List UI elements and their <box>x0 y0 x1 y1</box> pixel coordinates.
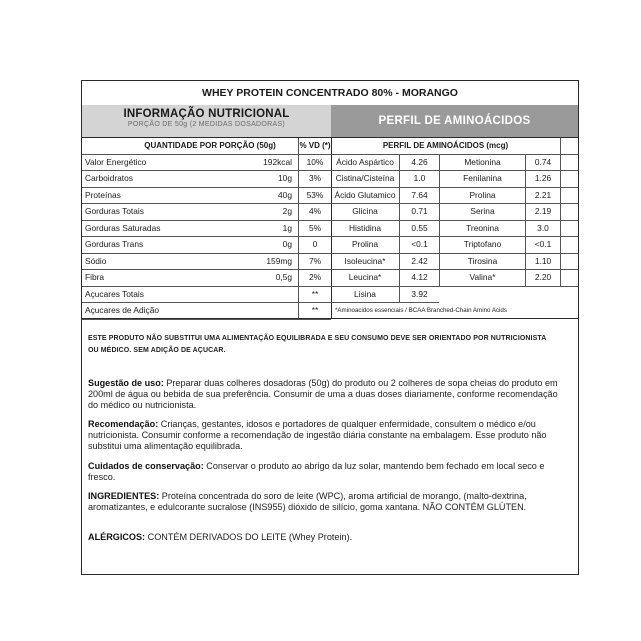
section-label: INGREDIENTES: <box>88 491 160 501</box>
amino-name: Tirosina <box>439 254 525 270</box>
nutrient-quantity: 1g <box>282 222 292 233</box>
amino-name: Prolina <box>351 239 379 249</box>
nutrition-row <box>82 254 331 271</box>
nutrient-vd: 4% <box>298 204 331 220</box>
nutrient-vd: 5% <box>298 221 331 237</box>
nutrient-quantity: 0,5g <box>275 272 292 282</box>
nutrition-row <box>82 204 331 221</box>
nutrient-quantity: 0g <box>282 239 292 249</box>
nutrient-vd: 3% <box>298 171 331 187</box>
nutrient-quantity <box>240 303 298 319</box>
amino-column-header <box>331 138 578 155</box>
amino-value: 0.71 <box>399 204 439 220</box>
amino-name: Prolina <box>439 188 525 204</box>
amino-row <box>331 237 578 254</box>
amino-value: 2.42 <box>399 254 439 270</box>
amino-value: 0.55 <box>399 221 439 237</box>
vd-column-header: % VD (*) <box>298 138 331 154</box>
amino-name: Lisina <box>354 288 376 299</box>
nutrient-vd: 10% <box>298 155 331 171</box>
nutrient-name: Gorduras Trans <box>85 239 144 249</box>
section-text: Preparar duas colheres dosadoras (50g) do produto ou 2 colheres de sopa cheias do produto em 200ml de água ou bebida de sua preferência. Consumir de uma a duas doses diariamente, conforme recomendação do médico ou nutricionista. <box>88 378 558 410</box>
nutrition-column-header <box>82 138 331 155</box>
section-label: Cuidados de conservação: <box>88 461 204 471</box>
nutrition-row <box>82 171 331 188</box>
qty-column-header: QUANTIDADE POR PORÇÃO (50g) <box>144 141 276 150</box>
nutrition-row <box>82 221 331 238</box>
amino-value: 3.92 <box>399 287 439 303</box>
nutrition-row <box>82 155 331 172</box>
nutrient-name: Sódio <box>85 255 107 266</box>
nutrient-name: Carboidratos <box>85 173 133 183</box>
ingredients-section <box>88 491 558 513</box>
section-text: Conservar o produto ao abrigo da luz solar, mantendo bem fechado em local seco e fresco. <box>88 461 545 482</box>
amino-name: Cistina/Cisteína <box>335 173 395 183</box>
amino-footnote: *Aminoacidos essenciais / BCAA Branched-Chain Amino Acids <box>335 307 507 314</box>
nutrient-name: Valor Energético <box>85 156 147 167</box>
nutrient-name: Gorduras Saturadas <box>85 222 161 233</box>
amino-name: Histidina <box>348 222 382 233</box>
recommendation-section <box>88 419 558 452</box>
nutrition-row <box>82 270 331 287</box>
amino-name: Fenilanina <box>439 171 525 187</box>
nutrient-name: Açucares Totais <box>85 288 144 299</box>
nutrient-name: Açucares de Adição <box>85 305 160 315</box>
nutrient-quantity <box>240 287 298 303</box>
nutrient-quantity: 159mg <box>266 255 292 266</box>
amino-name: Isoleucina* <box>344 255 386 266</box>
nutrient-vd: 2% <box>298 270 331 286</box>
nutrient-vd: 0 <box>298 237 331 253</box>
nutrition-header <box>82 105 331 138</box>
nutrient-name: Fibra <box>85 272 105 282</box>
nutrient-name: Proteínas <box>85 189 121 200</box>
amino-row <box>331 188 578 205</box>
amino-name: Metionina <box>439 155 525 171</box>
nutrient-vd: 53% <box>298 188 331 204</box>
nutrition-table <box>82 105 331 320</box>
amino-name: Leucina* <box>348 272 382 282</box>
amino-value: 2.20 <box>525 270 560 286</box>
section-label: ALÉRGICOS: <box>88 532 146 542</box>
amino-value: 0.74 <box>525 155 560 171</box>
allergens-section <box>88 532 558 543</box>
usage-section <box>88 378 558 411</box>
amino-value: 1.26 <box>525 171 560 187</box>
amino-value: 2.21 <box>525 188 560 204</box>
amino-value: 2.19 <box>525 204 560 220</box>
nutrition-row <box>82 287 331 304</box>
amino-row <box>331 204 578 221</box>
nutrition-rows <box>82 155 331 320</box>
amino-table <box>331 105 578 319</box>
amino-name: Glicina <box>352 206 378 216</box>
nutrient-vd: 7% <box>298 254 331 270</box>
section-text: Crianças, gestantes, idosos e portadores de qualquer enfermidade, consultem o médico e/ou nutricionista. Consumir conforme a recomendação de ingestão diária constante na embalagem. Esse produto não substitui uma alimentação equilibrada. <box>88 419 547 451</box>
section-label: Sugestão de uso: <box>88 378 164 388</box>
nutrition-row <box>82 188 331 205</box>
section-label: Recomendação: <box>88 419 159 429</box>
nutrition-label <box>81 80 579 575</box>
amino-value: 4.12 <box>399 270 439 286</box>
amino-value: 1.10 <box>525 254 560 270</box>
warning-text: ESTE PRODUTO NÃO SUBSTITUI UMA ALIMENTAÇÃO EQUILIBRADA E SEU CONSUMO DEVE SER ORIENTADO POR NUTRICIONISTA OU MÉDICO. SEM ADIÇÃO DE AÇUCAR. <box>88 335 547 354</box>
amino-row <box>331 270 578 287</box>
nutrient-vd: ** <box>298 287 331 303</box>
amino-value: <0.1 <box>399 237 439 253</box>
amino-value: 1.0 <box>399 171 439 187</box>
amino-heading: PERFIL DE AMINOÁCIDOS <box>331 105 578 138</box>
nutrient-quantity: 2g <box>282 206 292 216</box>
amino-row <box>331 155 578 172</box>
nutrient-name: Gorduras Totais <box>85 206 144 216</box>
amino-row <box>331 221 578 238</box>
nutrient-quantity: 10g <box>278 173 292 183</box>
amino-name: Triptofano <box>439 237 525 253</box>
amino-row-lisina <box>331 287 439 304</box>
product-title: WHEY PROTEIN CONCENTRADO 80% - MORANGO <box>82 81 578 106</box>
amino-value: <0.1 <box>525 237 560 253</box>
nutrient-quantity: 192kcal <box>263 156 292 167</box>
amino-value: 4.26 <box>399 155 439 171</box>
amino-name: Valina* <box>439 270 525 286</box>
amino-name: Treonina <box>439 221 525 237</box>
table-bottom-divider <box>82 318 578 319</box>
amino-name: Ácido Aspártico <box>336 156 394 167</box>
nutrient-quantity: 40g <box>278 189 292 200</box>
amino-rows <box>331 155 578 287</box>
nutrition-heading: INFORMAÇÃO NUTRICIONAL <box>123 108 290 120</box>
amino-value: 7.64 <box>399 188 439 204</box>
section-text: CONTÉM DERIVADOS DO LEITE (Whey Protein). <box>145 532 353 542</box>
nutrient-vd: ** <box>298 303 331 319</box>
amino-subheading: PERFIL DE AMINOÁCIDOS (mcg) <box>382 141 509 150</box>
nutrition-row <box>82 237 331 254</box>
amino-name: Serina <box>439 204 525 220</box>
serving-size: PORÇÃO DE 50g (2 MEDIDAS DOSADORAS) <box>127 121 286 128</box>
amino-row <box>331 171 578 188</box>
section-text: Proteína concentrada do soro de leite (WPC), aroma artificial de morango, (malto-dextrina, aromatizantes, e edulcorante sucralose (INS955) dióxido de silício, goma xantana. NÃO CONTÉM GLÚTEN. <box>88 491 527 512</box>
amino-row <box>331 254 578 271</box>
storage-section <box>88 461 558 483</box>
amino-name: Ácido Glutamico <box>334 189 396 200</box>
amino-value: 3.0 <box>525 221 560 237</box>
